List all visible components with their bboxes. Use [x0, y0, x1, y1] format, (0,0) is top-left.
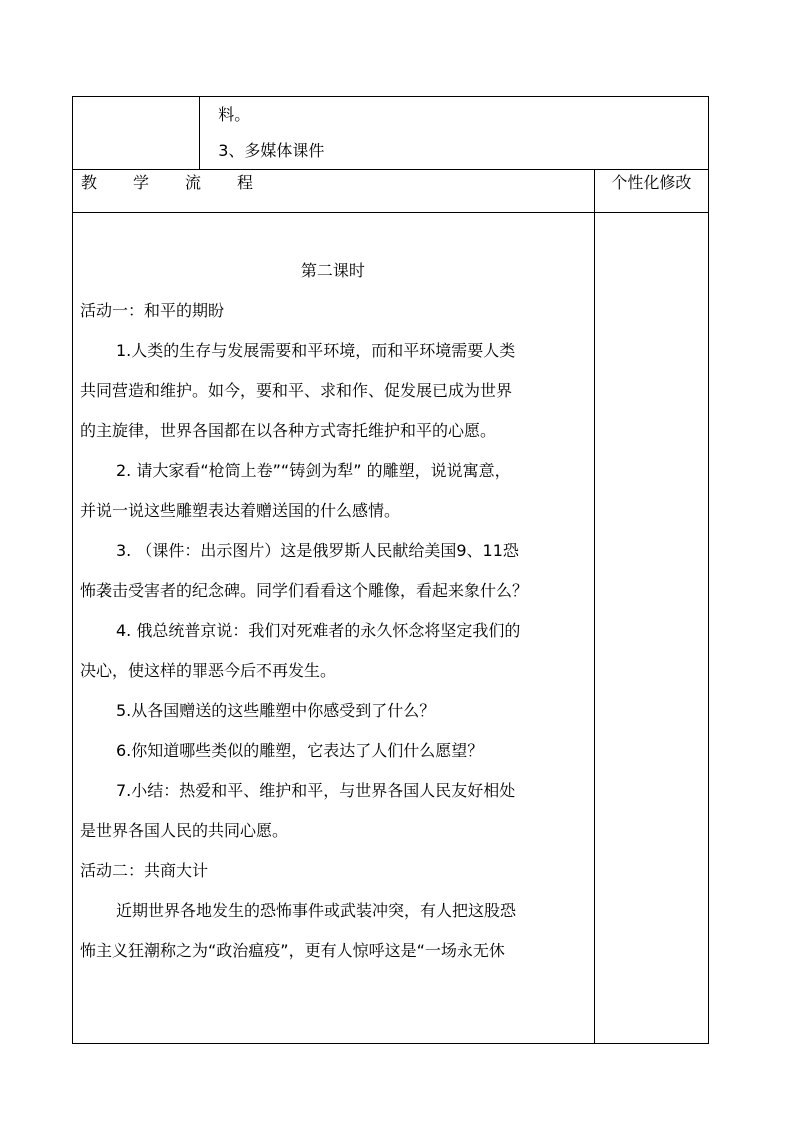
content-line: 的主旋律，世界各国都在以各种方式寄托维护和平的心愿。 — [80, 421, 497, 440]
content-line: 1.人类的生存与发展需要和平环境，而和平环境需要人类 — [116, 341, 516, 360]
teaching-flow-header — [73, 170, 595, 213]
personalized-edit-cell[interactable] — [594, 213, 708, 1044]
teaching-content-cell — [73, 213, 595, 1044]
content-line: 7.小结：热爱和平、维护和平，与世界各国人民友好相处 — [116, 781, 516, 800]
content-line: 怖袭击受害者的纪念碑。同学们看看这个雕像，看起来象什么？ — [80, 581, 529, 600]
content-line: 2. 请大家看“枪筒上卷”“铸剑为犁” 的雕塑，说说寓意， — [116, 461, 511, 480]
content-line: 5.从各国赠送的这些雕塑中你感受到了什么？ — [116, 701, 436, 720]
lesson-plan-table — [72, 96, 709, 1044]
content-line: 近期世界各地发生的恐怖事件或武装冲突，有人把这股恐 — [116, 901, 517, 920]
content-line: 活动一：和平的期盼 — [80, 301, 225, 320]
flow-char-1: 教 — [81, 173, 98, 192]
content-line: 怖主义狂潮称之为“政治瘟疫”，更有人惊呼这是“一场永无休 — [80, 941, 505, 960]
session-title: 第二课时 — [300, 261, 365, 280]
materials-label-cell — [73, 97, 200, 170]
content-line: 6.你知道哪些类似的雕塑，它表达了人们什么愿望？ — [116, 741, 484, 760]
content-line: 活动二：共商大计 — [80, 861, 209, 880]
materials-line-2: 3、多媒体课件 — [218, 141, 325, 160]
header-row — [73, 170, 709, 213]
personalized-edit-header: 个性化修改 — [594, 170, 708, 213]
content-line: 决心，使这样的罪恶今后不再发生。 — [80, 661, 337, 680]
content-row — [73, 213, 709, 1044]
flow-char-3: 流 — [185, 173, 202, 192]
content-line: 共同营造和维护。如今，要和平、求和作、促发展已成为世界 — [80, 381, 513, 400]
content-line: 并说一说这些雕塑表达着赠送国的什么感情。 — [80, 501, 401, 520]
materials-line-1: 料。 — [218, 105, 251, 124]
materials-row — [73, 97, 709, 170]
content-line: 4. 俄总统普京说：我们对死难者的永久怀念将坚定我们的 — [116, 621, 521, 640]
content-line: 3. （课件：出示图片）这是俄罗斯人民献给美国9、11恐 — [116, 541, 519, 560]
materials-cell — [200, 97, 709, 170]
content-line: 是世界各国人民的共同心愿。 — [80, 821, 289, 840]
flow-char-2: 学 — [133, 173, 150, 192]
flow-char-4: 程 — [237, 173, 254, 192]
content-lines — [80, 291, 586, 971]
